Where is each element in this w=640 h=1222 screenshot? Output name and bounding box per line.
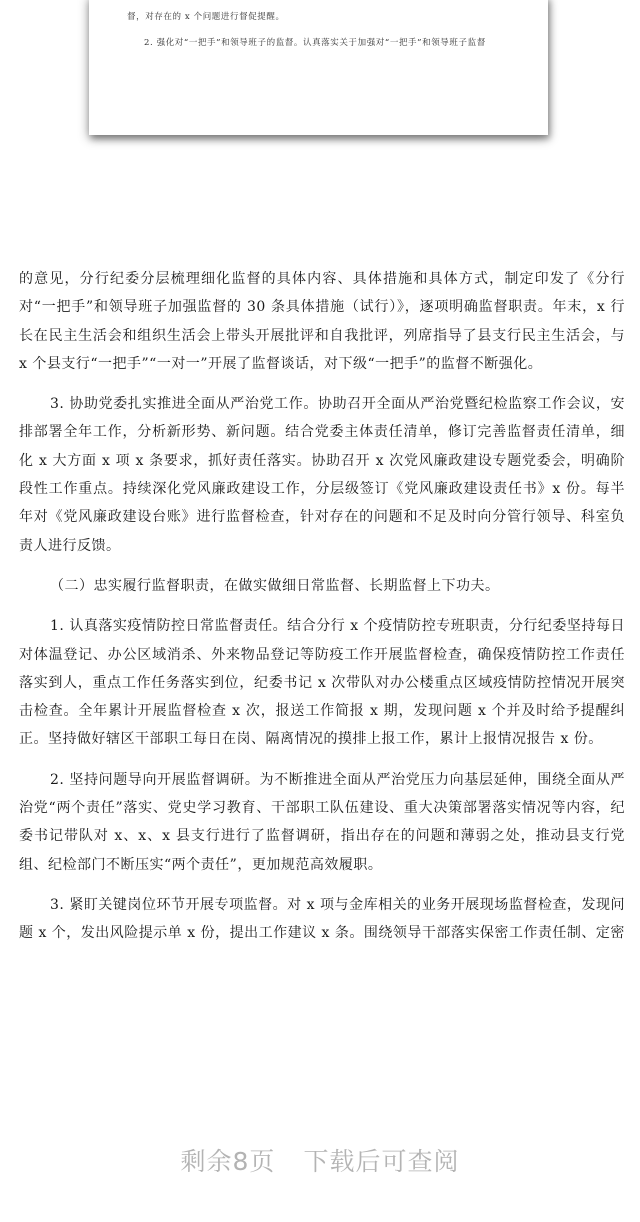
preview-top-area xyxy=(0,0,640,175)
download-to-view-label: 下载后可查阅 xyxy=(303,1147,460,1176)
paragraph-item: 2. 坚持问题导向开展监督调研。为不断推进全面从严治党压力向基层延伸，围绕全面从严治党“两个责任”落实、党史学习教育、干部职工队伍建设、重大决策部署落实情况等内容，纪委书记带队对 x、x、x 县支行进行了监督调研，指出存在的问题和薄弱之处，推动县支行党组、纪检部门不断压实“两个责任”，更加规范高效履职。 xyxy=(19,771,625,873)
remaining-pages-banner[interactable] xyxy=(0,1142,640,1178)
document-body xyxy=(19,265,625,960)
paragraph-item: 1. 认真落实疫情防控日常监督责任。结合分行 x 个疫情防控专班职责，分行纪委坚持每日对体温登记、办公区域消杀、外来物品登记等防疫工作开展监督检查，确保疫情防控工作责任落实到人，重点工作任务落实到位，纪委书记 x 次带队对办公楼重点区域疫情防控情况开展突击检查。全年累计开展监督检查 x 次，报送工作简报 x 期，发现问题 x 个并及时给予提醒纠正。坚持做好辖区干部职工每日在岗、隔离情况的摸排上报工作，累计上报情况报告 x 份。 xyxy=(19,618,625,748)
remaining-pages-label: 剩余8页 xyxy=(180,1147,276,1176)
paragraph-continuation: 的意见，分行纪委分层梳理细化监督的具体内容、具体措施和具体方式，制定印发了《分行对“一把手”和领导班子加强监督的 30 条具体措施（试行）》，逐项明确监督职责。年末，x 行长在民主生活会和组织生活会上带头开展批评和自我批评，列席指导了县支行民主生活会，与 x 个县支行“一把手”“一对一”开展了监督谈话，对下级“一把手”的监督不断强化。 xyxy=(19,271,625,372)
preview-card-line: 督，对存在的 x 个问题进行督促提醒。 xyxy=(127,12,285,22)
preview-page-card xyxy=(89,0,548,135)
section-heading: （二）忠实履行监督职责，在做实做细日常监督、长期监督上下功夫。 xyxy=(50,577,500,594)
preview-card-line: 2. 强化对“一把手”和领导班子的监督。认真落实关于加强对“一把手”和领导班子监督 xyxy=(144,38,486,48)
paragraph-item: 3. 紧盯关键岗位环节开展专项监督。对 x 项与金库相关的业务开展现场监督检查，发现问题 x 个，发出风险提示单 x 份，提出工作建议 x 条。围绕领导干部落实保密工作责任制、定密 xyxy=(19,896,625,942)
paragraph-item: 3. 协助党委扎实推进全面从严治党工作。协助召开全面从严治党暨纪检监察工作会议，安排部署全年工作，分析新形势、新问题。结合党委主体责任清单，修订完善监督责任清单，细化 x 大方面 x 项 x 条要求，抓好责任落实。协助召开 x 次党风廉政建设专题党委会，明确阶段性工作重点。持续深化党风廉政建设工作，分层级签订《党风廉政建设责任书》x 份。每半年对《党风廉政建设台账》进行监督检查，针对存在的问题和不足及时向分管行领导、科室负责人进行反馈。 xyxy=(19,396,625,554)
